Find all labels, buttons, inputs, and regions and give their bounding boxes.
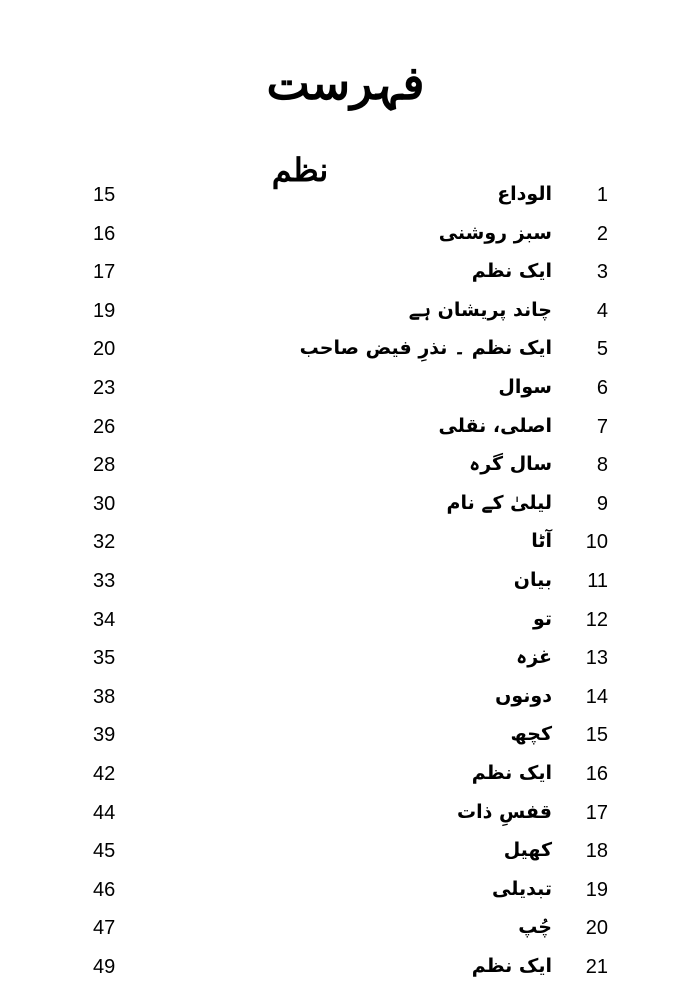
- entry-title: ایک نظم: [471, 761, 552, 784]
- entry-page-number: 44: [93, 801, 116, 824]
- entry-page-number: 39: [93, 724, 116, 747]
- entry-title: آٹا: [531, 530, 552, 553]
- entry-number: 2: [596, 222, 608, 245]
- entry-title: تو: [532, 607, 552, 630]
- entry-page-number: 45: [93, 840, 116, 863]
- toc-entry: [0, 794, 691, 833]
- entry-page-number: 23: [93, 376, 116, 399]
- entry-page-number: 34: [93, 608, 116, 631]
- entry-title: کھیل: [503, 839, 552, 862]
- page-title: فہرست: [266, 55, 425, 110]
- toc-entry: [0, 755, 691, 794]
- entry-page-number: 42: [93, 762, 116, 785]
- toc-entry: [0, 523, 691, 562]
- entry-page-number: 19: [93, 299, 116, 322]
- toc-entry: [0, 716, 691, 755]
- entry-number: 13: [585, 647, 608, 670]
- entry-title: اصلی، نقلی: [438, 414, 552, 437]
- entry-page-number: 15: [93, 184, 116, 206]
- toc-entry: [0, 678, 691, 717]
- toc-entry: [0, 601, 691, 640]
- entry-number: 19: [585, 878, 608, 901]
- entry-page-number: 26: [93, 415, 116, 438]
- entry-title: ایک نظم: [471, 260, 552, 283]
- entry-number: 16: [585, 762, 608, 785]
- toc-entry: [0, 562, 691, 601]
- entry-number: 11: [587, 569, 608, 592]
- entry-title: بیان: [513, 568, 552, 591]
- entry-page-number: 49: [93, 955, 116, 978]
- toc-entry: [0, 176, 691, 215]
- entry-page-number: 17: [93, 261, 116, 284]
- entry-number: 18: [585, 840, 608, 863]
- entry-title: غزہ: [516, 646, 552, 669]
- entry-number: 21: [585, 955, 608, 978]
- entry-number: 20: [585, 917, 608, 940]
- entry-page-number: 46: [93, 878, 116, 901]
- entry-number: 17: [585, 801, 608, 824]
- entry-page-number: 16: [93, 222, 116, 245]
- entry-page-number: 35: [93, 647, 116, 670]
- entry-title: الوداع: [497, 183, 552, 205]
- entry-title: سال گرہ: [469, 453, 552, 476]
- toc-entry: [0, 215, 691, 254]
- entry-title: سبز روشنی: [438, 221, 552, 244]
- entry-number: 4: [596, 299, 608, 322]
- toc-entry: [0, 292, 691, 331]
- entry-title: چاند پریشان ہے: [408, 298, 552, 321]
- toc-entry: [0, 253, 691, 292]
- entry-page-number: 20: [93, 338, 116, 361]
- entry-number: 12: [585, 608, 608, 631]
- toc-entry: [0, 408, 691, 447]
- entry-number: 8: [596, 454, 608, 477]
- entry-page-number: 38: [93, 685, 116, 708]
- entry-number: 7: [596, 415, 608, 438]
- entry-number: 10: [585, 531, 608, 554]
- entry-title: کچھ: [510, 723, 552, 746]
- toc-entry: [0, 948, 691, 987]
- entry-number: 1: [596, 184, 608, 206]
- entry-number: 9: [596, 492, 608, 515]
- entry-title: ایک نظم ۔ نذرِ فیض صاحب: [299, 337, 552, 360]
- entry-title: لیلیٰ کے نام: [446, 491, 552, 514]
- entry-title: قفسِ ذات: [457, 800, 552, 823]
- entry-page-number: 33: [93, 569, 116, 592]
- toc-entry: [0, 871, 691, 910]
- toc-entry: [0, 485, 691, 524]
- toc-entry: [0, 639, 691, 678]
- section-heading: نظم: [271, 150, 329, 189]
- toc-entry: [0, 832, 691, 871]
- entry-title: سوال: [498, 375, 552, 398]
- entry-page-number: 47: [93, 917, 116, 940]
- entry-page-number: 30: [93, 492, 116, 515]
- entry-page-number: 28: [93, 454, 116, 477]
- toc-entry: [0, 330, 691, 369]
- entry-title: دونوں: [495, 684, 552, 707]
- entry-number: 15: [585, 724, 608, 747]
- toc-entry: [0, 369, 691, 408]
- entry-page-number: 32: [93, 531, 116, 554]
- toc-entry: [0, 446, 691, 485]
- table-of-contents: [0, 176, 691, 986]
- entry-title: ایک نظم: [471, 954, 552, 977]
- entry-number: 6: [596, 376, 608, 399]
- entry-number: 5: [596, 338, 608, 361]
- entry-title: تبدیلی: [492, 877, 552, 900]
- entry-title: چُپ: [518, 916, 552, 939]
- toc-entry: [0, 909, 691, 948]
- entry-number: 14: [585, 685, 608, 708]
- entry-number: 3: [596, 261, 608, 284]
